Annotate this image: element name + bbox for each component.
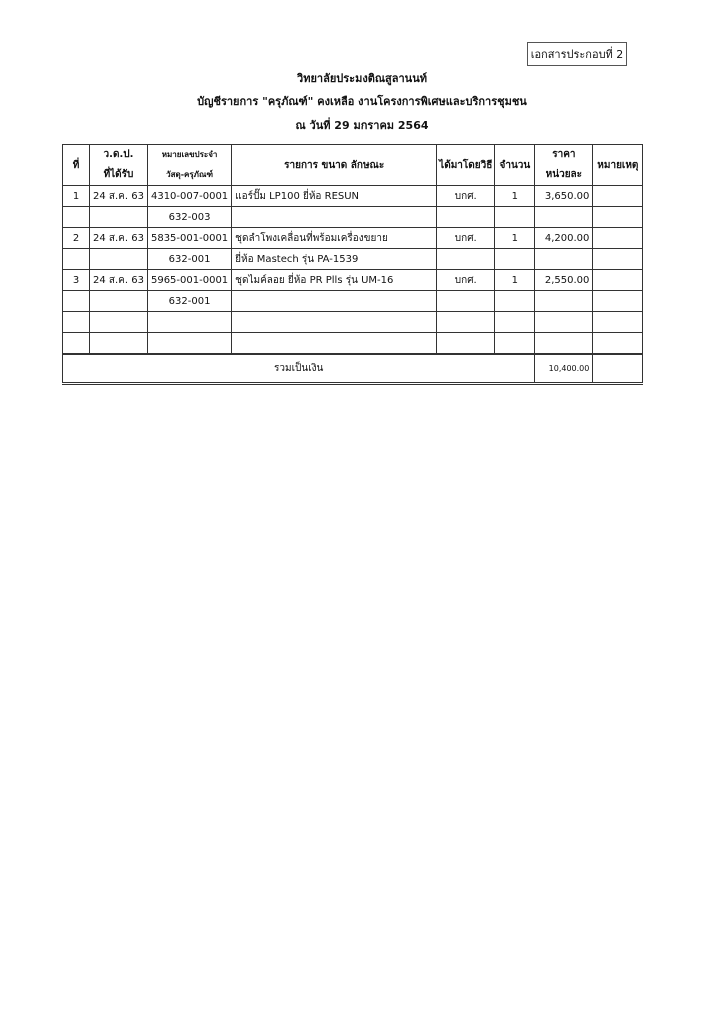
table-row (63, 186, 643, 207)
cell-qty (495, 249, 535, 270)
cell-price (535, 207, 593, 228)
cell-date (90, 333, 148, 355)
cell-date: 24 ส.ค. 63 (90, 186, 148, 207)
cell-remark (593, 333, 643, 355)
cell-code: 632-001 (147, 291, 231, 312)
table-row (63, 312, 643, 333)
header-remark: หมายเหตุ (593, 145, 643, 186)
cell-remark (593, 312, 643, 333)
list-title: บัญชีรายการ "ครุภัณฑ์" คงเหลือ งานโครงการพิเศษและบริการชุมชน (197, 95, 527, 108)
table-row (63, 249, 643, 270)
cell-price: 4,200.00 (535, 228, 593, 249)
cell-price: 2,550.00 (535, 270, 593, 291)
cell-date: 24 ส.ค. 63 (90, 270, 148, 291)
table-row (63, 228, 643, 249)
cell-code: 5965-001-0001 (147, 270, 231, 291)
header-price-line2: หน่วยละ (545, 169, 583, 180)
table-row (63, 207, 643, 228)
header-price-line1: ราคา (552, 149, 576, 160)
cell-qty (495, 312, 535, 333)
cell-no: 1 (63, 186, 90, 207)
header-date-line1: ว.ด.ป. (103, 149, 134, 160)
cell-code: 632-001 (147, 249, 231, 270)
cell-method (437, 291, 495, 312)
header-no: ที่ (63, 145, 90, 186)
total-value: 10,400.00 (535, 354, 593, 384)
header-qty: จำนวน (495, 145, 535, 186)
cell-no (63, 207, 90, 228)
cell-remark (593, 270, 643, 291)
cell-method (437, 333, 495, 355)
header-code-line2: วัสดุ-ครุภัณฑ์ (166, 170, 213, 179)
cell-desc (232, 207, 437, 228)
cell-price (535, 333, 593, 355)
cell-price (535, 249, 593, 270)
cell-price: 3,650.00 (535, 186, 593, 207)
cell-code (147, 333, 231, 355)
cell-qty (495, 207, 535, 228)
cell-method: บกศ. (437, 186, 495, 207)
cell-date (90, 312, 148, 333)
cell-no (63, 291, 90, 312)
cell-desc (232, 333, 437, 355)
header-row (63, 145, 643, 186)
cell-no (63, 312, 90, 333)
total-remark (593, 354, 643, 384)
header-date-line2: ที่ได้รับ (103, 169, 134, 180)
header-date (90, 145, 148, 186)
cell-qty: 1 (495, 270, 535, 291)
cell-method (437, 249, 495, 270)
table-row (63, 291, 643, 312)
cell-method: บกศ. (437, 270, 495, 291)
as-of-date: ณ วันที่ 29 มกราคม 2564 (295, 119, 429, 132)
cell-remark (593, 291, 643, 312)
cell-method (437, 312, 495, 333)
cell-remark (593, 228, 643, 249)
cell-desc (232, 312, 437, 333)
header-price (535, 145, 593, 186)
cell-qty (495, 333, 535, 355)
cell-no: 3 (63, 270, 90, 291)
cell-no: 2 (63, 228, 90, 249)
header-method: ได้มาโดยวิธี (437, 145, 495, 186)
cell-price (535, 312, 593, 333)
cell-method: บกศ. (437, 228, 495, 249)
cell-price (535, 291, 593, 312)
cell-no (63, 333, 90, 355)
table-row (63, 333, 643, 355)
cell-qty: 1 (495, 228, 535, 249)
table-row (63, 270, 643, 291)
cell-date (90, 249, 148, 270)
cell-date (90, 207, 148, 228)
document-label: เอกสารประกอบที่ 2 (527, 42, 627, 66)
cell-code (147, 312, 231, 333)
cell-remark (593, 249, 643, 270)
header-code (147, 145, 231, 186)
institution-title: วิทยาลัยประมงติณสูลานนท์ (297, 72, 427, 85)
inventory-table (62, 144, 643, 385)
cell-date (90, 291, 148, 312)
cell-remark (593, 207, 643, 228)
cell-remark (593, 186, 643, 207)
cell-qty (495, 291, 535, 312)
cell-desc: ยี่ห้อ Mastech รุ่น PA-1539 (232, 249, 437, 270)
cell-code: 632-003 (147, 207, 231, 228)
total-row (63, 354, 643, 384)
cell-desc (232, 291, 437, 312)
cell-desc: แอร์ปั๊ม LP100 ยี่ห้อ RESUN (232, 186, 437, 207)
cell-method (437, 207, 495, 228)
cell-desc: ชุดลำโพงเคลื่อนที่พร้อมเครื่องขยาย (232, 228, 437, 249)
cell-desc: ชุดไมค์ลอย ยี่ห้อ PR Plls รุ่น UM-16 (232, 270, 437, 291)
cell-code: 4310-007-0001 (147, 186, 231, 207)
cell-date: 24 ส.ค. 63 (90, 228, 148, 249)
header-code-line1: หมายเลขประจำ (161, 150, 218, 159)
cell-code: 5835-001-0001 (147, 228, 231, 249)
total-label: รวมเป็นเงิน (63, 354, 535, 384)
cell-no (63, 249, 90, 270)
cell-qty: 1 (495, 186, 535, 207)
header-desc: รายการ ขนาด ลักษณะ (232, 145, 437, 186)
